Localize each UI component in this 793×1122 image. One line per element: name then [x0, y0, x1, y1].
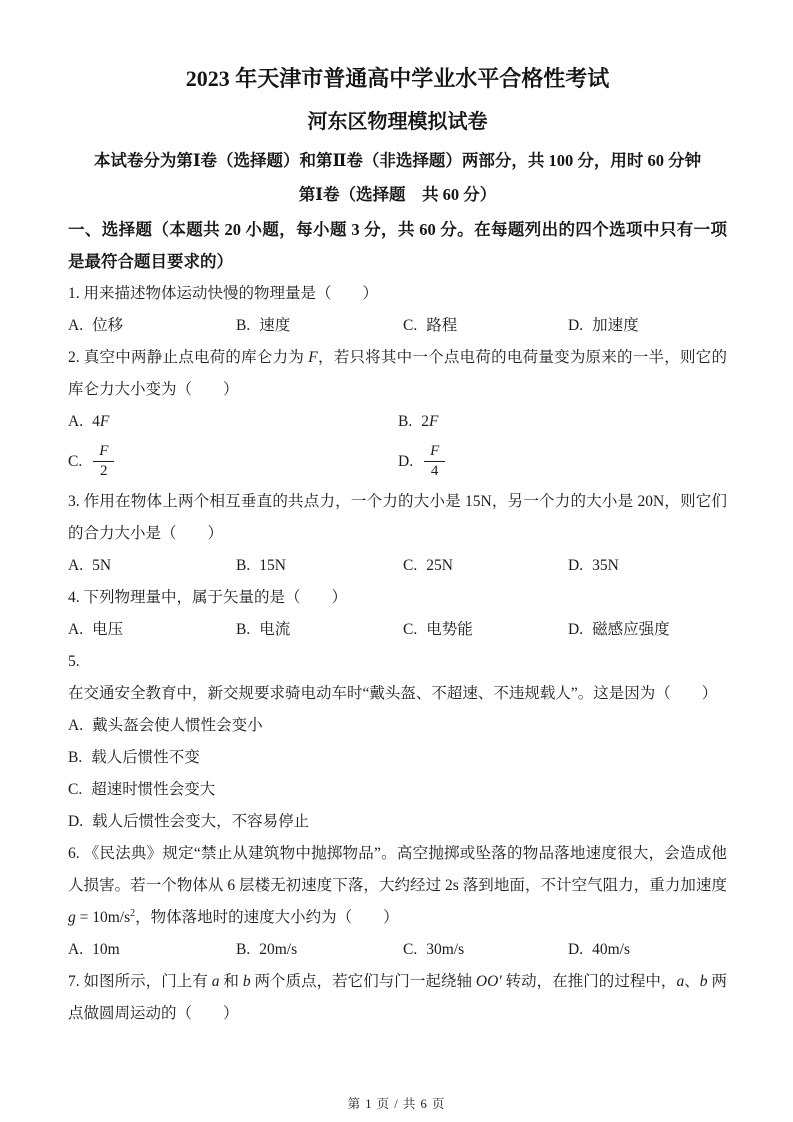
- option-label: D.: [568, 940, 584, 958]
- text-segment: 和: [219, 972, 243, 990]
- option-label: A.: [68, 556, 84, 574]
- option-label: A.: [68, 317, 84, 334]
- text-segment: 4: [92, 413, 100, 430]
- exam-title: 2023 年天津市普通高中学业水平合格性考试: [185, 66, 610, 91]
- options-cols-4: [68, 550, 727, 582]
- question-number: 7.: [68, 972, 84, 990]
- text-segment: 路程: [426, 317, 458, 334]
- fraction: [424, 443, 445, 481]
- option-C: [403, 310, 568, 342]
- question-number: 4.: [68, 588, 84, 606]
- option-label: A.: [68, 620, 84, 638]
- text-segment: 载人后惯性不变: [91, 748, 200, 766]
- option-label: C.: [68, 780, 83, 798]
- question-1: [68, 278, 727, 342]
- option-B: [236, 614, 403, 646]
- italic-symbol: b: [242, 972, 251, 990]
- option-label: A.: [68, 940, 84, 958]
- text-segment: 速度: [259, 317, 291, 334]
- options-cols-4: [68, 614, 727, 646]
- option-D: [568, 934, 727, 966]
- text-segment: 加速度: [592, 317, 639, 334]
- question-stem: [68, 342, 727, 406]
- page-footer: 第 1 页 / 共 6 页: [347, 1097, 446, 1111]
- part-one-heading: 第Ⅰ卷（选择题 共 60 分）: [298, 185, 497, 204]
- option-D: [398, 438, 727, 486]
- option-label: D.: [568, 317, 584, 334]
- text-segment: 25N: [426, 556, 453, 574]
- text-segment: 电流: [259, 620, 291, 638]
- section-heading: 一、选择题（本题共 20 小题，每小题 3 分，共 60 分。在每题列出的四个选项中只有一项是最符合题目要求的）: [68, 220, 727, 271]
- option-B: [236, 934, 403, 966]
- option-label: B.: [68, 748, 83, 766]
- italic-symbol: F: [99, 413, 110, 430]
- options-stacked: [68, 710, 727, 838]
- option-label: A.: [68, 413, 84, 430]
- question-stem: [68, 486, 727, 550]
- question-stem: [68, 838, 727, 934]
- question-5: [68, 646, 727, 838]
- italic-symbol: F: [428, 413, 439, 430]
- italic-symbol: b: [699, 972, 708, 990]
- option-A: [68, 406, 398, 438]
- options-cols-2: [68, 406, 727, 486]
- option-label: D.: [68, 812, 84, 830]
- option-D: [68, 806, 727, 838]
- question-3: [68, 486, 727, 582]
- option-B: [398, 406, 727, 438]
- question-4: [68, 582, 727, 646]
- option-A: [68, 934, 236, 966]
- text-segment: 30m/s: [426, 940, 465, 958]
- question-number: 1.: [68, 285, 84, 302]
- text-segment: 载人后惯性会变大，不容易停止: [92, 812, 310, 830]
- text-segment: 《民法典》规定“禁止从建筑物中抛掷物品”。高空抛掷或坠落的物品落地速度很大，会造成他人损害。若一个物体从 6 层楼无初速度下落，大约经过 2s 落到地面，不计空气阻力，重力加速度: [68, 844, 727, 894]
- option-D: [568, 310, 727, 342]
- text-segment: ，若只将其中一个点电荷的电荷量变为原来的一半，则它的库仑力大小变为（ ）: [68, 349, 727, 398]
- exam-info-line: 本试卷分为第Ⅰ卷（选择题）和第Ⅱ卷（非选择题）两部分，共 100 分，用时 60 分钟: [93, 151, 702, 170]
- option-C: [403, 550, 568, 582]
- italic-symbol: g: [68, 908, 76, 926]
- text-segment: 10m: [92, 940, 120, 958]
- question-number: 3.: [68, 492, 84, 510]
- option-B: [68, 742, 727, 774]
- question-stem: [68, 646, 727, 710]
- options-cols-4: [68, 310, 727, 342]
- text-segment: 超速时惯性会变大: [91, 780, 216, 798]
- question-7: [68, 966, 727, 1030]
- option-D: [568, 550, 727, 582]
- question-stem: [68, 278, 727, 310]
- question-number: 2.: [68, 349, 84, 366]
- text-segment: 位移: [92, 317, 124, 334]
- text-segment: 20m/s: [259, 940, 298, 958]
- option-label: D.: [398, 452, 414, 470]
- italic-symbol: a: [676, 972, 685, 990]
- exam-subtitle: 河东区物理模拟试卷: [307, 111, 488, 133]
- option-label: B.: [398, 413, 413, 430]
- text-segment: 戴头盔会使人惯性会变小: [92, 716, 263, 734]
- text-segment: ，物体落地时的速度大小约为（ ）: [135, 908, 399, 926]
- text-segment: 用来描述物体运动快慢的物理量是（ ）: [83, 285, 379, 302]
- option-D: [568, 614, 727, 646]
- option-label: C.: [403, 317, 418, 334]
- option-A: [68, 614, 236, 646]
- text-segment: 40m/s: [592, 940, 630, 958]
- option-label: B.: [236, 620, 251, 638]
- text-segment: 、: [684, 972, 700, 990]
- superscript: 2: [130, 907, 136, 919]
- question-number: 6.: [68, 844, 84, 862]
- option-label: C.: [403, 620, 418, 638]
- option-C: [403, 614, 568, 646]
- fraction-denominator: 4: [430, 463, 439, 480]
- option-C: [68, 774, 727, 806]
- text-segment: 两点做圆周运动的（ ）: [68, 972, 727, 1022]
- text-segment: 如图所示，门上有: [83, 972, 212, 990]
- text-segment: 转动，在推门的过程中，: [501, 972, 677, 990]
- text-segment: 5N: [92, 556, 112, 574]
- text-segment: 电势能: [426, 620, 473, 638]
- option-label: C.: [403, 556, 418, 574]
- option-label: D.: [568, 556, 584, 574]
- question-list: [68, 278, 727, 1030]
- italic-symbol: F: [308, 349, 318, 366]
- text-segment: 下列物理量中，属于矢量的是（ ）: [83, 588, 348, 606]
- option-label: C.: [68, 452, 83, 470]
- fraction-denominator: 2: [100, 463, 108, 480]
- text-segment: 电压: [92, 620, 124, 638]
- option-C: [403, 934, 568, 966]
- option-A: [68, 310, 236, 342]
- text-segment: = 10m/s: [75, 908, 131, 926]
- option-A: [68, 710, 727, 742]
- option-label: B.: [236, 556, 251, 574]
- text-segment: 两个质点，若它们与门一起绕轴: [250, 972, 476, 990]
- option-label: B.: [236, 940, 251, 958]
- question-6: [68, 838, 727, 966]
- fraction-numerator: F: [424, 443, 445, 462]
- fraction-numerator: F: [93, 443, 114, 462]
- italic-symbol: a: [211, 972, 220, 990]
- italic-symbol: OO′: [475, 972, 502, 990]
- question-stem: [68, 966, 727, 1030]
- text-segment: 15N: [259, 556, 286, 574]
- text-segment: 真空中两静止点电荷的库仑力为: [83, 349, 309, 366]
- question-stem: [68, 582, 727, 614]
- option-A: [68, 550, 236, 582]
- option-label: D.: [568, 620, 584, 638]
- text-segment: 在交通安全教育中，新交规要求骑电动车时“戴头盔、不超速、不违规载人”。这是因为（ ）: [68, 684, 718, 702]
- option-label: A.: [68, 716, 84, 734]
- text-segment: 磁感应强度: [592, 620, 670, 638]
- text-segment: 35N: [592, 556, 619, 574]
- options-cols-4: [68, 934, 727, 966]
- option-label: B.: [236, 317, 251, 334]
- question-2: [68, 342, 727, 486]
- text-segment: 作用在物体上两个相互垂直的共点力，一个力的大小是 15N，另一个力的大小是 20N，则它们的合力大小是（ ）: [68, 492, 728, 542]
- text-segment: 2: [421, 413, 429, 430]
- option-C: [68, 438, 398, 486]
- option-B: [236, 550, 403, 582]
- option-B: [236, 310, 403, 342]
- option-label: C.: [403, 940, 418, 958]
- question-number: 5.: [68, 652, 80, 670]
- fraction: [93, 443, 114, 481]
